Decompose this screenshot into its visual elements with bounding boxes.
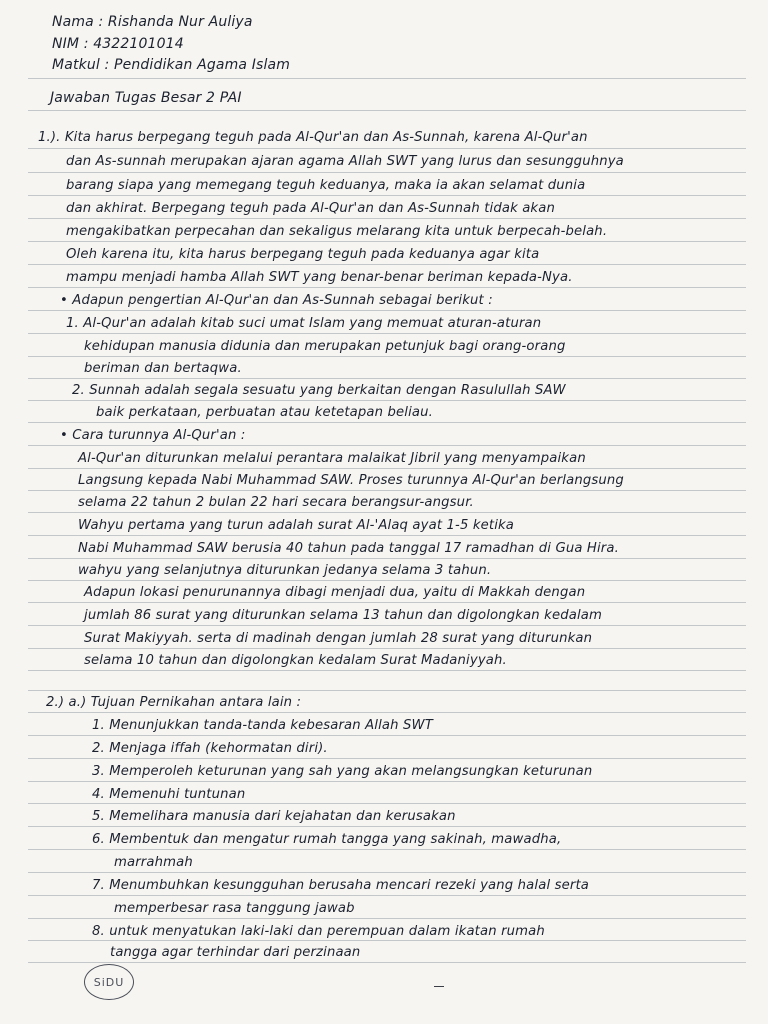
answer1-line: mengakibatkan perpecahan dan sekaligus melarang kita untuk berpecah-belah.	[66, 224, 608, 239]
ruled-line	[28, 78, 746, 79]
answer1-line: Wahyu pertama yang turun adalah surat Al-'Alaq ayat 1-5 ketika	[78, 518, 515, 533]
ruled-line	[28, 625, 746, 626]
answer1-line: barang siapa yang memegang teguh keduanya, maka ia akan selamat dunia	[66, 178, 586, 193]
ruled-line	[28, 580, 746, 581]
ruled-line	[28, 195, 746, 196]
answer1-line: Adapun lokasi penurunannya dibagi menjadi dua, yaitu di Makkah dengan	[84, 585, 586, 600]
answer1-line: wahyu yang selanjutnya diturunkan jedanya selama 3 tahun.	[78, 563, 492, 578]
page-mark	[434, 986, 444, 987]
answer1-line: 1. Al-Qur'an adalah kitab suci umat Islam yang memuat aturan-aturan	[66, 316, 542, 331]
header-matkul: Matkul : Pendidikan Agama Islam	[52, 57, 291, 73]
ruled-line	[28, 535, 746, 536]
ruled-line	[28, 558, 746, 559]
ruled-line	[28, 940, 746, 941]
answer1-line: kehidupan manusia didunia dan merupakan petunjuk bagi orang-orang	[84, 339, 566, 354]
answer1-line: Oleh karena itu, kita harus berpegang teguh pada keduanya agar kita	[66, 247, 540, 262]
ruled-line	[28, 803, 746, 804]
ruled-line	[28, 849, 746, 850]
ruled-line	[28, 735, 746, 736]
answer2-item: 7. Menumbuhkan kesungguhan berusaha mencari rezeki yang halal serta	[92, 878, 590, 893]
answer1-line: mampu menjadi hamba Allah SWT yang benar-benar beriman kepada-Nya.	[66, 270, 573, 285]
ruled-line	[28, 826, 746, 827]
ruled-line	[28, 310, 746, 311]
ruled-line	[28, 445, 746, 446]
ruled-line	[28, 781, 746, 782]
answer2-item: 2. Menjaga iffah (kehormatan diri).	[92, 741, 328, 756]
answer2-item: 1. Menunjukkan tanda-tanda kebesaran Allah SWT	[92, 718, 433, 733]
answer1-line: jumlah 86 surat yang diturunkan selama 13 tahun dan digolongkan kedalam	[84, 608, 602, 623]
ruled-line	[28, 872, 746, 873]
answer1-line: baik perkataan, perbuatan atau ketetapan beliau.	[96, 405, 433, 420]
ruled-line	[28, 895, 746, 896]
header-nama: Nama : Rishanda Nur Auliya	[52, 14, 253, 30]
ruled-line	[28, 333, 746, 334]
answer2-item: memperbesar rasa tanggung jawab	[114, 901, 355, 916]
page-title: Jawaban Tugas Besar 2 PAI	[50, 90, 242, 106]
answer2-item: tangga agar terhindar dari perzinaan	[110, 945, 361, 960]
answer2-item: 3. Memperoleh keturunan yang sah yang akan melangsungkan keturunan	[92, 764, 593, 779]
sidu-logo: SiDU	[84, 964, 134, 1000]
answer2-item: 8. untuk menyatukan laki-laki dan perempuan dalam ikatan rumah	[92, 924, 545, 939]
ruled-line	[28, 670, 746, 671]
ruled-line	[28, 287, 746, 288]
ruled-line	[28, 712, 746, 713]
answer1-line: Al-Qur'an diturunkan melalui perantara malaikat Jibril yang menyampaikan	[78, 451, 586, 466]
answer2-item: 5. Memelihara manusia dari kejahatan dan kerusakan	[92, 809, 456, 824]
ruled-line	[28, 602, 746, 603]
ruled-line	[28, 172, 746, 173]
ruled-line	[28, 241, 746, 242]
answer2-heading: 2.) a.) Tujuan Pernikahan antara lain :	[46, 695, 302, 710]
ruled-line	[28, 400, 746, 401]
ruled-line	[28, 758, 746, 759]
answer1-line: dan As-sunnah merupakan ajaran agama Allah SWT yang lurus dan sesungguhnya	[66, 154, 624, 169]
answer1-line: Langsung kepada Nabi Muhammad SAW. Proses turunnya Al-Qur'an berlangsung	[78, 473, 624, 488]
answer2-item: 4. Memenuhi tuntunan	[92, 787, 246, 802]
answer1-line: Nabi Muhammad SAW berusia 40 tahun pada tanggal 17 ramadhan di Gua Hira.	[78, 541, 619, 556]
ruled-line	[28, 490, 746, 491]
answer1-line: 1.). Kita harus berpegang teguh pada Al-Qur'an dan As-Sunnah, karena Al-Qur'an	[38, 130, 588, 145]
ruled-line	[28, 110, 746, 111]
ruled-line	[28, 918, 746, 919]
bullet-heading: • Adapun pengertian Al-Qur'an dan As-Sunnah sebagai berikut :	[60, 293, 493, 308]
ruled-line	[28, 264, 746, 265]
answer1-line: selama 10 tahun dan digolongkan kedalam Surat Madaniyyah.	[84, 653, 507, 668]
ruled-line	[28, 648, 746, 649]
ruled-line	[28, 148, 746, 149]
answer1-line: 2. Sunnah adalah segala sesuatu yang berkaitan dengan Rasulullah SAW	[72, 383, 566, 398]
ruled-line	[28, 468, 746, 469]
answer2-item: marrahmah	[114, 855, 193, 870]
answer1-line: selama 22 tahun 2 bulan 22 hari secara berangsur-angsur.	[78, 495, 474, 510]
header-nim: NIM : 4322101014	[52, 36, 184, 52]
ruled-line	[28, 356, 746, 357]
answer1-line: Surat Makiyyah. serta di madinah dengan jumlah 28 surat yang diturunkan	[84, 631, 593, 646]
bullet-heading: • Cara turunnya Al-Qur'an :	[60, 428, 246, 443]
ruled-line	[28, 422, 746, 423]
ruled-line	[28, 218, 746, 219]
answer2-item: 6. Membentuk dan mengatur rumah tangga yang sakinah, mawadha,	[92, 832, 562, 847]
ruled-line	[28, 962, 746, 963]
ruled-line	[28, 690, 746, 691]
ruled-line	[28, 378, 746, 379]
answer1-line: beriman dan bertaqwa.	[84, 361, 242, 376]
answer1-line: dan akhirat. Berpegang teguh pada Al-Qur'an dan As-Sunnah tidak akan	[66, 201, 555, 216]
ruled-line	[28, 512, 746, 513]
